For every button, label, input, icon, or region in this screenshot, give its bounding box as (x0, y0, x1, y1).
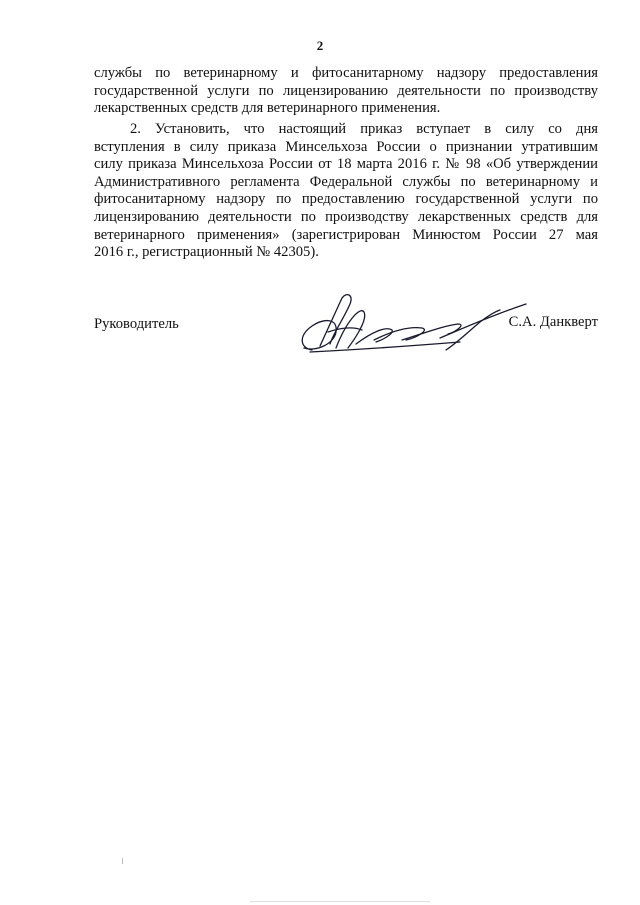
signature-block (94, 314, 598, 354)
handwritten-signature (290, 292, 542, 358)
text-line: Административного регламента Федеральной службы по ветеринарному и (94, 173, 598, 190)
text-line: службы по ветеринарному и фитосанитарному надзору предоставления (94, 65, 598, 81)
page-number: 2 (316, 38, 324, 53)
text-line: ветеринарного применения» (зарегистрирован Минюстом России 27 мая (94, 226, 598, 243)
text-line: 2. Установить, что настоящий приказ вступает в силу со дня (130, 121, 598, 137)
text-line: государственной услуги по лицензированию деятельности по производству (94, 82, 598, 99)
signer-position: Руководитель (94, 316, 179, 332)
text-line: лекарственных средств для ветеринарного применения. (94, 100, 441, 117)
text-line: 2016 г., регистрационный № 42305). (94, 244, 319, 261)
scan-edge-mark (250, 901, 430, 902)
text-line: вступления в силу приказа Минсельхоза России о признании утратившим (94, 138, 598, 155)
paragraph-item-2 (94, 121, 598, 262)
text-line: силу приказа Минсельхоза России от 18 марта 2016 г. № 98 «Об утверждении (94, 156, 598, 173)
text-line: лицензированию деятельности по производству лекарственных средств для (94, 208, 598, 225)
signer-name: С.А. Данкверт (508, 314, 598, 330)
text-line: фитосанитарному надзору по предоставлению государственной услуги по (94, 191, 598, 208)
scan-edge-mark (122, 858, 123, 864)
paragraph-continuation (94, 65, 598, 118)
